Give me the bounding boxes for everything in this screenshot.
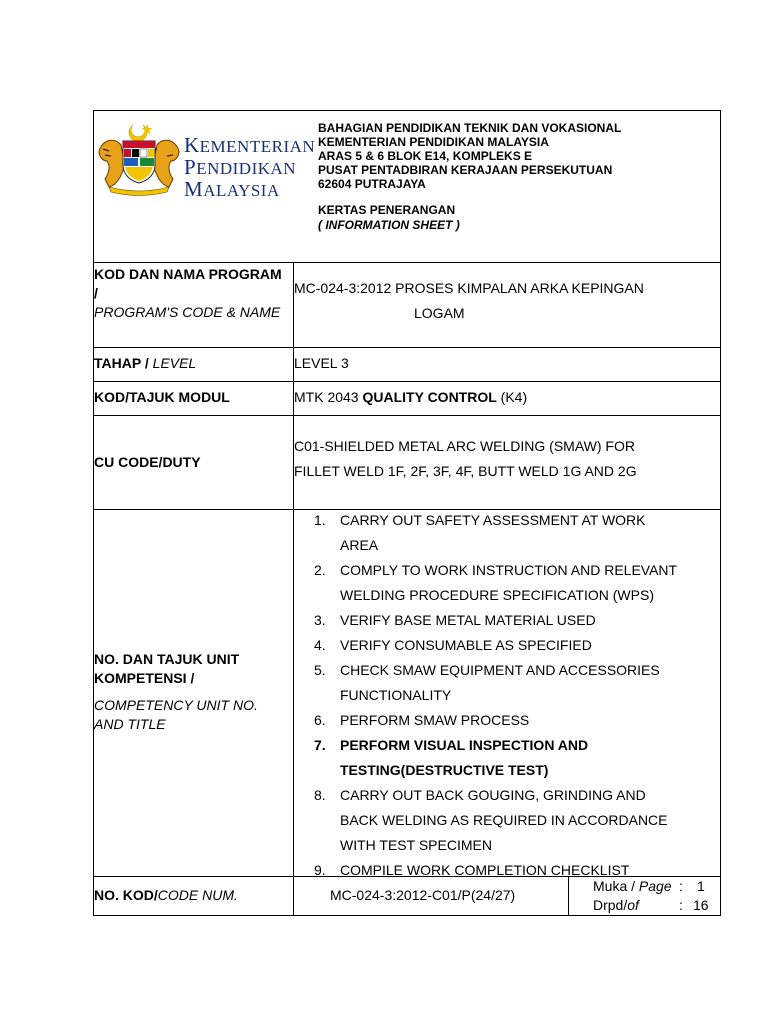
page-value: 1 (697, 878, 705, 894)
competency-label-italic-1: COMPETENCY UNIT NO. (94, 697, 258, 713)
module-title: QUALITY CONTROL (362, 389, 497, 405)
competency-unit-text: CARRY OUT SAFETY ASSESSMENT AT WORK (340, 512, 646, 528)
competency-unit-number: 2. (314, 562, 326, 578)
duty-label-text: CU CODE/DUTY (94, 454, 201, 470)
of-sep: : (679, 897, 683, 913)
ministry-address (318, 121, 621, 191)
competency-label-italic-2: AND TITLE (94, 716, 166, 732)
competency-label-bold-1: NO. DAN TAJUK UNIT (94, 651, 240, 667)
competency-unit-text: VERIFY BASE METAL MATERIAL USED (340, 612, 596, 628)
duty-label (94, 453, 201, 472)
program-value-line1: MC-024-3:2012 PROSES KIMPALAN ARKA KEPINGAN (294, 280, 644, 296)
duty-value-line2: FILLET WELD 1F, 2F, 3F, 4F, BUTT WELD 1G AND 2G (294, 463, 637, 479)
competency-unit-number: 8. (314, 787, 326, 803)
sheet-subtitle-text: ( INFORMATION SHEET ) (318, 218, 460, 232)
competency-unit-text: COMPILE WORK COMPLETION CHECKLIST (340, 862, 630, 878)
competency-unit-text: CARRY OUT BACK GOUGING, GRINDING AND (340, 787, 646, 803)
ministry-name-line: KEMENTERIAN (184, 133, 316, 157)
competency-unit-text: COMPLY TO WORK INSTRUCTION AND RELEVANT (340, 562, 678, 578)
level-row (94, 348, 720, 382)
program-label (94, 265, 284, 322)
of-line (593, 896, 639, 914)
level-value: LEVEL 3 (294, 355, 349, 371)
program-label-bold: KOD DAN NAMA PROGRAM / (94, 266, 282, 301)
code-num-value: MC-024-3:2012-C01/P(24/27) (330, 887, 516, 903)
code-num-label (94, 886, 238, 905)
address-line: 62604 PUTRAJAYA (318, 177, 426, 191)
level-label-bold: TAHAP / (94, 355, 149, 371)
address-line: PUSAT PENTADBIRAN KERAJAAN PERSEKUTUAN (318, 163, 613, 177)
competency-unit-number: 6. (314, 712, 326, 728)
competency-unit-text: VERIFY CONSUMABLE AS SPECIFIED (340, 637, 592, 653)
ministry-logo (95, 121, 316, 201)
module-row (94, 382, 720, 416)
level-label-italic: LEVEL (152, 355, 197, 371)
of-value: 16 (693, 897, 709, 913)
competency-unit-text: FUNCTIONALITY (340, 687, 452, 703)
competency-unit-number: 1. (314, 512, 326, 528)
competency-unit-text: CHECK SMAW EQUIPMENT AND ACCESSORIES (340, 662, 660, 678)
address-line: KEMENTERIAN PENDIDIKAN MALAYSIA (318, 135, 549, 149)
address-line: BAHAGIAN PENDIDIKAN TEKNIK DAN VOKASIONAL (318, 121, 622, 135)
competency-unit-item (314, 708, 714, 733)
competency-label (94, 650, 239, 688)
header-row (94, 111, 720, 263)
page-sep: : (679, 878, 683, 894)
page-counter (568, 877, 721, 915)
program-label-italic: PROGRAM'S CODE & NAME (94, 304, 281, 320)
competency-unit-number: 9. (314, 862, 326, 878)
module-value (294, 385, 527, 410)
competency-unit-number: 5. (314, 662, 326, 678)
coat-of-arms-icon (95, 121, 183, 197)
page-label-italic: Page (638, 878, 672, 894)
competency-unit-item (314, 658, 714, 708)
code-num-label-italic: CODE NUM. (157, 887, 238, 903)
competency-unit-text: BACK WELDING AS REQUIRED IN ACCORDANCE (340, 812, 668, 828)
competency-unit-text: WITH TEST SPECIMEN (340, 837, 492, 853)
competency-unit-number: 3. (314, 612, 326, 628)
sheet-title (318, 203, 460, 233)
of-label: Drpd/ (593, 897, 628, 913)
competency-unit-item (314, 608, 714, 633)
code-num-label-bold: NO. KOD/ (94, 887, 158, 903)
competency-unit-text: AREA (340, 537, 379, 553)
of-label-italic: of (627, 897, 639, 913)
competency-label-bold-2: KOMPETENSI / (94, 670, 195, 686)
competency-label-en (94, 696, 258, 734)
ministry-name-line: MALAYSIA (184, 177, 280, 201)
competency-unit-item (314, 558, 714, 608)
ministry-name-line: PENDIDIKAN (184, 155, 297, 179)
competency-unit-item (314, 783, 714, 858)
program-row (94, 263, 720, 348)
program-value-line2: LOGAM (414, 305, 465, 321)
competency-unit-text: PERFORM VISUAL INSPECTION AND (340, 737, 589, 753)
module-code: MTK 2043 (294, 389, 359, 405)
competency-unit-text: TESTING(DESTRUCTIVE TEST) (340, 762, 549, 778)
ministry-name (184, 135, 315, 201)
competency-unit-list (314, 508, 714, 883)
address-line: ARAS 5 & 6 BLOK E14, KOMPLEKS E (318, 149, 533, 163)
competency-unit-text: PERFORM SMAW PROCESS (340, 712, 530, 728)
module-label (94, 388, 230, 407)
module-label-text: KOD/TAJUK MODUL (94, 389, 230, 405)
level-label (94, 354, 196, 373)
competency-unit-item (314, 633, 714, 658)
sheet-title-text: KERTAS PENERANGAN (318, 203, 456, 217)
competency-unit-number: 7. (314, 737, 326, 753)
module-suffix: (K4) (500, 389, 528, 405)
information-sheet (93, 110, 721, 916)
competency-unit-text: WELDING PROCEDURE SPECIFICATION (WPS) (340, 587, 654, 603)
duty-value-line1: C01-SHIELDED METAL ARC WELDING (SMAW) FOR (294, 438, 635, 454)
competency-unit-item (314, 733, 714, 783)
competency-unit-item (314, 508, 714, 558)
duty-row (94, 416, 720, 510)
page-line (593, 877, 672, 895)
page-label: Muka / (593, 878, 636, 894)
competency-unit-number: 4. (314, 637, 326, 653)
